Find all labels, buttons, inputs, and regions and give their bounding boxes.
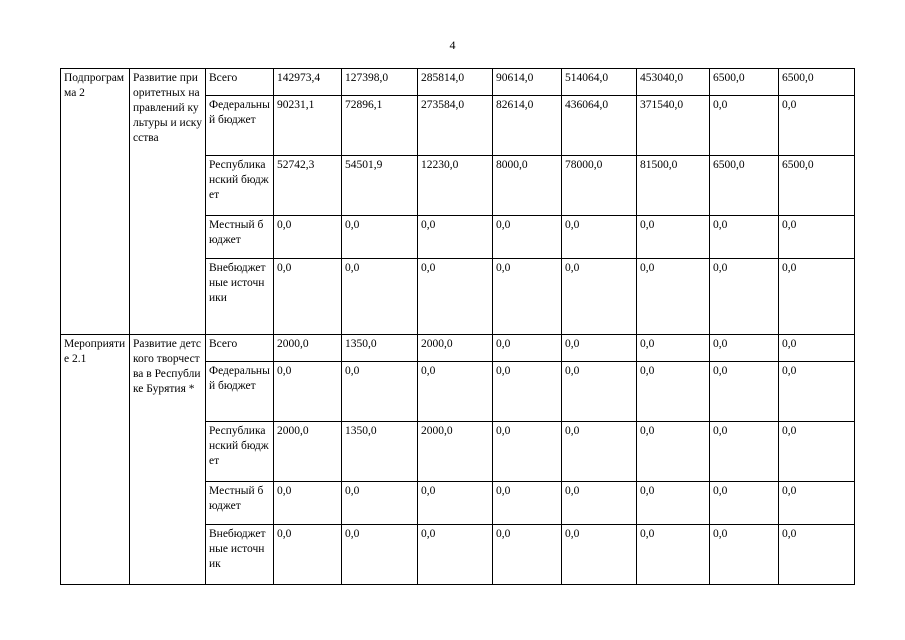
amount-cell: 2000,0 <box>274 422 342 482</box>
amount-cell: 0,0 <box>493 422 562 482</box>
amount-cell: 0,0 <box>274 482 342 525</box>
amount-cell: 72896,1 <box>342 96 418 156</box>
amount-cell: 0,0 <box>493 362 562 422</box>
program-title-cell: Развитие приоритетных направлений культуры и искусства <box>130 69 206 335</box>
table-row <box>61 69 855 96</box>
table-body <box>61 69 855 585</box>
amount-cell: 0,0 <box>779 525 855 585</box>
amount-cell: 0,0 <box>274 259 342 335</box>
amount-cell: 0,0 <box>562 259 637 335</box>
funding-source-cell: Федеральный бюджет <box>206 96 274 156</box>
amount-cell: 81500,0 <box>637 156 710 216</box>
program-title-cell: Развитие детского творчества в Республике Бурятия * <box>130 335 206 585</box>
amount-cell: 0,0 <box>342 259 418 335</box>
amount-cell: 0,0 <box>342 362 418 422</box>
amount-cell: 0,0 <box>710 96 779 156</box>
amount-cell: 2000,0 <box>418 335 493 362</box>
funding-source-cell: Внебюджетные источник <box>206 525 274 585</box>
funding-source-cell: Республиканский бюджет <box>206 156 274 216</box>
amount-cell: 8000,0 <box>493 156 562 216</box>
amount-cell: 0,0 <box>710 259 779 335</box>
amount-cell: 142973,4 <box>274 69 342 96</box>
amount-cell: 0,0 <box>637 335 710 362</box>
table-row <box>61 335 855 362</box>
amount-cell: 78000,0 <box>562 156 637 216</box>
amount-cell: 0,0 <box>779 335 855 362</box>
amount-cell: 0,0 <box>779 96 855 156</box>
amount-cell: 90231,1 <box>274 96 342 156</box>
amount-cell: 2000,0 <box>274 335 342 362</box>
amount-cell: 0,0 <box>710 362 779 422</box>
funding-source-cell: Федеральный бюджет <box>206 362 274 422</box>
funding-source-cell: Всего <box>206 335 274 362</box>
amount-cell: 0,0 <box>418 482 493 525</box>
amount-cell: 54501,9 <box>342 156 418 216</box>
amount-cell: 0,0 <box>562 422 637 482</box>
amount-cell: 1350,0 <box>342 335 418 362</box>
amount-cell: 6500,0 <box>710 69 779 96</box>
funding-source-cell: Местный бюджет <box>206 216 274 259</box>
budget-table <box>60 68 855 585</box>
amount-cell: 0,0 <box>418 216 493 259</box>
amount-cell: 0,0 <box>493 482 562 525</box>
amount-cell: 453040,0 <box>637 69 710 96</box>
funding-source-cell: Республиканский бюджет <box>206 422 274 482</box>
amount-cell: 6500,0 <box>710 156 779 216</box>
amount-cell: 0,0 <box>418 362 493 422</box>
amount-cell: 0,0 <box>562 362 637 422</box>
amount-cell: 273584,0 <box>418 96 493 156</box>
amount-cell: 0,0 <box>710 525 779 585</box>
amount-cell: 0,0 <box>779 362 855 422</box>
page-number: 4 <box>449 38 456 52</box>
amount-cell: 0,0 <box>493 259 562 335</box>
amount-cell: 12230,0 <box>418 156 493 216</box>
funding-source-cell: Всего <box>206 69 274 96</box>
amount-cell: 0,0 <box>562 525 637 585</box>
amount-cell: 0,0 <box>562 482 637 525</box>
amount-cell: 90614,0 <box>493 69 562 96</box>
program-code-cell: Мероприятие 2.1 <box>61 335 130 585</box>
amount-cell: 2000,0 <box>418 422 493 482</box>
amount-cell: 0,0 <box>710 482 779 525</box>
amount-cell: 1350,0 <box>342 422 418 482</box>
amount-cell: 0,0 <box>274 362 342 422</box>
amount-cell: 0,0 <box>342 216 418 259</box>
program-code-cell: Подпрограмма 2 <box>61 69 130 335</box>
amount-cell: 514064,0 <box>562 69 637 96</box>
amount-cell: 0,0 <box>418 525 493 585</box>
amount-cell: 0,0 <box>779 259 855 335</box>
funding-source-cell: Местный бюджет <box>206 482 274 525</box>
amount-cell: 0,0 <box>342 525 418 585</box>
amount-cell: 0,0 <box>710 335 779 362</box>
amount-cell: 127398,0 <box>342 69 418 96</box>
amount-cell: 0,0 <box>637 422 710 482</box>
amount-cell: 0,0 <box>710 422 779 482</box>
amount-cell: 0,0 <box>637 259 710 335</box>
amount-cell: 6500,0 <box>779 69 855 96</box>
amount-cell: 0,0 <box>637 482 710 525</box>
amount-cell: 371540,0 <box>637 96 710 156</box>
amount-cell: 0,0 <box>637 525 710 585</box>
amount-cell: 0,0 <box>274 216 342 259</box>
amount-cell: 0,0 <box>637 216 710 259</box>
amount-cell: 0,0 <box>274 525 342 585</box>
funding-source-cell: Внебюджетные источники <box>206 259 274 335</box>
amount-cell: 0,0 <box>493 335 562 362</box>
amount-cell: 6500,0 <box>779 156 855 216</box>
amount-cell: 0,0 <box>779 482 855 525</box>
amount-cell: 0,0 <box>637 362 710 422</box>
amount-cell: 0,0 <box>779 216 855 259</box>
amount-cell: 0,0 <box>493 216 562 259</box>
amount-cell: 0,0 <box>562 335 637 362</box>
amount-cell: 0,0 <box>418 259 493 335</box>
amount-cell: 0,0 <box>779 422 855 482</box>
amount-cell: 0,0 <box>562 216 637 259</box>
amount-cell: 285814,0 <box>418 69 493 96</box>
amount-cell: 0,0 <box>710 216 779 259</box>
amount-cell: 0,0 <box>342 482 418 525</box>
amount-cell: 436064,0 <box>562 96 637 156</box>
amount-cell: 52742,3 <box>274 156 342 216</box>
amount-cell: 0,0 <box>493 525 562 585</box>
amount-cell: 82614,0 <box>493 96 562 156</box>
